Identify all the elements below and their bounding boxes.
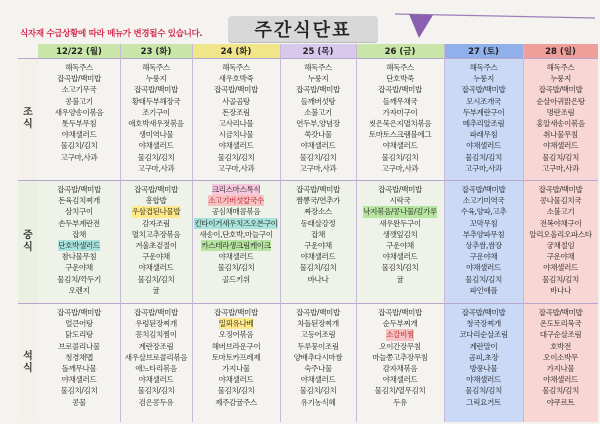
menu-item: 토마토스크램블에그: [368, 130, 432, 140]
menu-item: 잡곡밥/백미밥: [378, 85, 422, 95]
menu-item: 누룽지: [550, 74, 571, 84]
divider: [18, 180, 598, 181]
menu-item: 야채샐러드: [466, 263, 501, 273]
menu-item: 물김치/김치: [465, 152, 502, 162]
menu-item: 오이간장무침: [379, 341, 421, 351]
title-banner: [228, 16, 378, 42]
menu-item: 조기구이: [142, 107, 170, 117]
menu-item: 물김치/김치: [217, 152, 255, 162]
menu-item: 해독주스: [546, 63, 575, 72]
menu-item: 명란조림: [546, 107, 575, 117]
menu-item: 쑥갓나물: [304, 130, 332, 140]
menu-item: 알리오올리오파스타: [529, 229, 592, 239]
notice-text: 식자재 수급상황에 따라 메뉴가 변경될수 있습니다.: [20, 29, 203, 39]
menu-item: 킨타이거새우치즈오븐구이: [194, 218, 278, 228]
menu-item: 홍알새송이볶음: [536, 119, 585, 129]
menu-item: 야채샐러드: [382, 141, 418, 151]
row-label-breakfast: 조 식: [18, 58, 38, 180]
menu-item: 야채샐러드: [218, 375, 254, 385]
menu-item: 제주감귤주스: [215, 397, 257, 407]
menu-item: 야채샐러드: [300, 141, 336, 151]
menu-item: 사골곰탕: [222, 96, 250, 106]
menu-item: 구운야채: [469, 252, 498, 262]
menu-cell: [280, 307, 356, 421]
menu-item: 토마토카프레제: [211, 352, 261, 362]
menu-item: 해독주스: [65, 63, 93, 72]
menu-item: 상추쌈,쌈장: [465, 241, 502, 251]
menu-item: 전복야채구이: [539, 218, 582, 228]
menu-item: 고구마,사과: [542, 163, 579, 173]
menu-item: 잡곡밥/백미밥: [461, 308, 506, 317]
menu-item: 돈장조림: [222, 107, 250, 117]
menu-item: 단호박샐러드: [58, 241, 100, 251]
menu-item: 검은콩두유: [138, 397, 174, 407]
menu-item: 흥합밥: [145, 196, 167, 206]
menu-item: 소고기버섯칼국수: [208, 196, 264, 206]
menu-item: 잡곡밥/백미밥: [461, 85, 506, 95]
menu-item: 두루뭉이조림: [297, 341, 339, 351]
menu-item: 우삼겹된나물밥: [131, 207, 181, 217]
row-label-dinner: 석 식: [18, 303, 38, 422]
menu-item: 물김치/김치: [542, 152, 579, 162]
menu-item: 구운야채: [546, 252, 575, 262]
menu-item: 새우완두구이: [379, 218, 421, 228]
menu-cell: [523, 62, 598, 179]
menu-cell: [444, 184, 523, 302]
menu-item: 돈육김치찌개: [58, 196, 100, 206]
menu-cell: [192, 184, 280, 302]
menu-item: 잡곡밥/백미밥: [538, 308, 583, 317]
menu-item: 새우호박죽: [218, 74, 254, 84]
menu-item: 야채샐러드: [382, 252, 418, 262]
day-header: 28 (일): [545, 47, 576, 57]
menu-item: 고사리나물: [218, 119, 254, 129]
menu-item: 톳두부무침: [61, 119, 97, 129]
menu-item: 꼬막무침: [469, 218, 498, 228]
menu-item: 야채샐러드: [543, 141, 578, 151]
menu-item: 물김치/김치: [217, 386, 255, 396]
menu-item: 짜장소스: [304, 207, 332, 217]
menu-item: 야채샐러드: [138, 141, 174, 151]
menu-item: 구운야채: [65, 263, 93, 273]
menu-item: 호박전: [550, 341, 571, 351]
menu-item: 브로콜리나물: [58, 341, 100, 351]
menu-item: 꽁치김치찜이: [135, 330, 177, 340]
menu-item: 궁채절임: [546, 241, 575, 251]
menu-item: 들깨무채국: [382, 96, 418, 106]
menu-item: 잡곡밥/백미밥: [57, 185, 101, 194]
menu-item: 해독주스: [386, 63, 414, 72]
menu-item: 유기농식혜: [300, 397, 336, 407]
menu-item: 콩불고기: [65, 96, 93, 106]
menu-item: 애호박새우젓볶음: [128, 119, 184, 129]
menu-item: 카스테라생크림케이크: [201, 241, 271, 251]
menu-item: 돌깨무나물: [61, 364, 97, 374]
menu-cell: [192, 62, 280, 179]
menu-item: 새우살브로콜리볶음: [124, 352, 188, 362]
menu-item: 모시조개국: [466, 96, 501, 106]
menu-item: 야채샐러드: [218, 252, 254, 262]
menu-grid: [18, 44, 598, 422]
menu-item: 얼큰어탕: [65, 319, 93, 329]
menu-item: 소불고기: [304, 107, 332, 117]
menu-item: 메추리알조림: [462, 119, 505, 129]
divider: [18, 58, 598, 59]
menu-item: 잡곡밥/백미밥: [296, 85, 340, 95]
menu-item: 파래무침: [469, 130, 498, 140]
menu-item: 단호박죽: [386, 74, 414, 84]
menu-item: 귤: [396, 274, 404, 284]
menu-item: 골드키위: [222, 274, 250, 284]
day-header: 25 (목): [302, 47, 334, 57]
menu-item: 참나물무침: [61, 252, 97, 262]
menu-item: 양배추다시마쌈: [293, 352, 343, 362]
menu-item: 공심채매콤볶음: [211, 207, 261, 217]
menu-item: 누룽지: [307, 74, 329, 84]
bunting-decoration: [395, 8, 595, 42]
menu-cell: [280, 62, 356, 179]
menu-item: 생미역나물: [138, 130, 174, 140]
menu-cell: [356, 184, 444, 302]
menu-item: 차돌된장찌개: [297, 319, 339, 329]
menu-item: 바나나: [550, 285, 571, 295]
divider: [18, 303, 598, 304]
menu-item: 감자조림: [142, 218, 170, 228]
day-header: 24 (화): [220, 47, 252, 57]
menu-item: 야채샐러드: [300, 252, 336, 262]
row-label-lunch: 중 식: [18, 180, 38, 303]
menu-item: 감자채볶음: [382, 364, 418, 374]
menu-item: 낙지볶음/콩나물/김가루: [363, 207, 437, 217]
menu-item: 야채샐러드: [218, 141, 254, 151]
menu-item: 마늘쫑고추장무침: [372, 352, 428, 362]
menu-item: 들깨버섯탕: [300, 96, 336, 106]
menu-item: 곰피,초장: [468, 352, 499, 362]
menu-item: 방풍나물: [469, 364, 498, 374]
menu-item: 잡곡밥/백미밥: [538, 185, 583, 194]
menu-item: 야쿠르트: [546, 397, 575, 407]
menu-cell: [120, 62, 192, 179]
menu-item: 구운야채: [142, 252, 170, 262]
page-title: 주간식단표: [254, 20, 352, 41]
menu-item: 야채샐러드: [543, 375, 578, 385]
menu-item: 고구마,사과: [299, 163, 337, 173]
menu-item: 손두부계란전: [58, 218, 100, 228]
menu-item: 야채샐러드: [138, 263, 174, 273]
menu-item: 야채샐러드: [543, 263, 578, 273]
menu-item: 두유: [393, 397, 407, 407]
menu-item: 계란장조림: [138, 341, 174, 351]
menu-item: 고구마,사과: [381, 163, 419, 173]
menu-item: 황태두부해장국: [131, 96, 181, 106]
menu-cell: [280, 184, 356, 302]
menu-item: 바나나: [307, 274, 329, 284]
menu-cell: [38, 307, 120, 421]
menu-item: 잡곡밥/백미밥: [378, 185, 422, 194]
menu-item: 연두부,양념장: [296, 119, 340, 129]
menu-item: 취나물무침: [543, 130, 578, 140]
menu-item: 동태살강정: [300, 218, 336, 228]
menu-cell: [356, 62, 444, 179]
menu-cell: [444, 307, 523, 421]
menu-item: 해독주스: [142, 63, 170, 72]
menu-item: 잡곡밥/백미밥: [296, 185, 340, 194]
menu-item: 야채샐러드: [466, 141, 501, 151]
menu-item: 시락국: [389, 196, 411, 206]
day-header: 26 (금): [384, 47, 416, 57]
menu-item: 잡곡밥/백미밥: [214, 85, 258, 95]
menu-item: 부추양파무침: [462, 229, 505, 239]
menu-item: 잡곡밥/백미밥: [461, 185, 506, 194]
menu-item: 오렌지: [68, 285, 90, 295]
menu-item: 시금치나물: [218, 130, 254, 140]
menu-item: 오이소박무: [543, 352, 578, 362]
menu-item: 구운야채: [304, 241, 332, 251]
menu-item: 멸치고추장볶음: [131, 229, 181, 239]
menu-item: 잡곡밥/백미밥: [378, 308, 422, 317]
menu-item: 생깻잎김치: [382, 229, 418, 239]
menu-item: 잡곡밥/백미밥: [214, 308, 258, 317]
menu-item: 해독주스: [469, 63, 498, 72]
menu-item: 가지나물: [546, 364, 575, 374]
menu-item: 야채샐러드: [300, 375, 336, 385]
menu-item: 물김치/김치: [137, 152, 175, 162]
menu-item: 물김치/김치: [299, 263, 337, 273]
menu-item: 닭도리탕: [65, 330, 93, 340]
menu-cell: [523, 184, 598, 302]
menu-item: 귤: [152, 285, 160, 295]
menu-item: 해독주스: [222, 63, 250, 72]
menu-item: 물김치/김치: [381, 263, 419, 273]
menu-item: 새우양송이볶음: [54, 107, 104, 117]
menu-cell: [38, 62, 120, 179]
menu-item: 새송이,단호박,마늘구이: [199, 229, 273, 239]
menu-item: 소불고기: [546, 207, 575, 217]
day-header: 23 (화): [140, 47, 172, 57]
menu-item: 잡곡밥/백미밥: [57, 74, 101, 84]
menu-item: 해독주스: [304, 63, 332, 72]
menu-item: 두부계란구이: [462, 107, 505, 117]
menu-item: 계란말이: [469, 341, 498, 351]
menu-item: 잡곡밥/백미밥: [134, 85, 178, 95]
menu-item: 야채샐러드: [382, 375, 418, 385]
menu-item: 우렁된장찌개: [135, 319, 177, 329]
menu-cell: [120, 307, 192, 421]
menu-cell: [120, 184, 192, 302]
menu-item: 가지나물: [222, 364, 250, 374]
menu-item: 겨울초겉절이: [135, 241, 177, 251]
menu-item: 물김치/김치: [299, 386, 337, 396]
menu-item: 구운야채: [386, 241, 414, 251]
menu-cell: [523, 307, 598, 421]
menu-cell: [444, 62, 523, 179]
menu-item: 애느타리볶음: [135, 364, 177, 374]
menu-item: 밀푀유나베: [218, 319, 254, 329]
menu-item: 짬뽕국/연추가: [296, 196, 340, 206]
menu-item: 야채샐러드: [466, 375, 501, 385]
menu-item: 순두부찌개: [382, 319, 418, 329]
menu-item: 물김치/김치: [217, 263, 255, 273]
menu-item: 잡곡밥/백미밥: [296, 308, 340, 317]
menu-item: 잡곡밥/백미밥: [538, 85, 583, 95]
menu-item: 물김치/김치: [60, 386, 98, 396]
menu-item: 코다리순살조림: [459, 330, 508, 340]
menu-item: 누룽지: [473, 74, 494, 84]
menu-item: 고구마,사과: [217, 163, 255, 173]
menu-item: 누룽지: [145, 74, 167, 84]
menu-item: 콩물: [72, 397, 86, 407]
menu-item: 물김치/김치: [60, 141, 98, 151]
menu-item: 크리스마스특식: [211, 185, 261, 194]
menu-item: 물김치/김치: [465, 386, 502, 396]
menu-cell: [356, 307, 444, 421]
day-header: 27 (토): [468, 47, 499, 57]
menu-item: 청경채맵: [65, 352, 93, 362]
menu-item: 물김치/깍두기: [57, 274, 101, 284]
menu-item: 수육,양파,고추: [460, 207, 507, 217]
menu-cell: [192, 307, 280, 421]
menu-item: 야채샐러드: [61, 375, 97, 385]
menu-item: 삼치구이: [65, 207, 93, 217]
menu-item: 물김치/김치: [465, 274, 502, 284]
menu-cell: [38, 184, 120, 302]
menu-item: 해버브라운구이: [211, 341, 261, 351]
menu-item: 잡채: [311, 229, 325, 239]
menu-item: 고등어조림: [300, 330, 336, 340]
menu-item: 온도토리묵국: [539, 319, 582, 329]
menu-item: 대구순살조림: [539, 330, 582, 340]
menu-item: 소고기무국: [61, 85, 97, 95]
menu-item: 소갈비찜: [386, 330, 414, 340]
menu-item: 물김치/김치: [137, 274, 175, 284]
menu-item: 숙주나물: [304, 364, 332, 374]
menu-item: 물김치/김치: [542, 386, 579, 396]
menu-item: 물김치/김치: [137, 386, 175, 396]
menu-item: 순살아귀맑은탕: [536, 96, 585, 106]
menu-item: 고구마,사과: [465, 163, 502, 173]
menu-item: 콩나물김치국: [539, 196, 582, 206]
menu-item: 물김치/김치: [381, 152, 419, 162]
menu-item: 그릭요거트: [466, 397, 501, 407]
menu-item: 고구마,사과: [60, 152, 98, 162]
menu-item: 물김치/열무김치: [374, 386, 426, 396]
menu-item: 물김치/김치: [299, 152, 337, 162]
menu-item: 물김치/김치: [542, 274, 579, 284]
menu-item: 가자미구이: [382, 107, 418, 117]
menu-item: 청국장찌개: [466, 319, 501, 329]
menu-item: 오징어볶음: [218, 330, 254, 340]
menu-item: 야채샐러드: [138, 375, 174, 385]
menu-item: 파인애플: [469, 285, 498, 295]
menu-item: 야채샐러드: [61, 130, 97, 140]
menu-item: 잡곡밥/백미밥: [134, 308, 178, 317]
menu-item: 씻은묵은지멸치볶음: [368, 119, 432, 129]
menu-item: 잡곡밥/백미밥: [57, 308, 101, 317]
menu-item: 잡채: [72, 229, 86, 239]
menu-item: 잡곡밥/백미밥: [134, 185, 178, 194]
menu-item: 소고기미역국: [462, 196, 505, 206]
menu-item: 고구마,사과: [137, 163, 175, 173]
day-header: 12/22 (월): [56, 47, 102, 57]
